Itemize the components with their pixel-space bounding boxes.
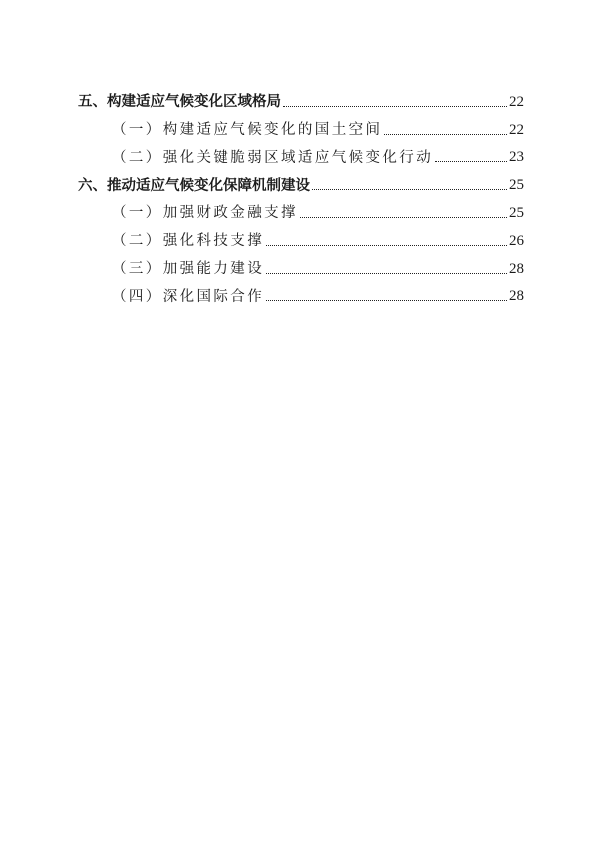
toc-entry-section-6-2[interactable] [78, 223, 524, 251]
toc-entry-label: （四）深化国际合作 [112, 288, 265, 305]
toc-page-number: 28 [509, 260, 524, 277]
toc-page-number: 25 [509, 177, 524, 194]
toc-page-number: 28 [509, 288, 524, 305]
toc-entry-section-5-2[interactable] [78, 140, 524, 168]
toc-dot-leader [266, 273, 507, 274]
toc-page-number: 22 [509, 121, 524, 138]
toc-entry-section-6-3[interactable] [78, 251, 524, 279]
toc-entry-section-5-1[interactable] [78, 112, 524, 140]
toc-dot-leader [266, 300, 507, 301]
toc-dot-leader [266, 245, 507, 246]
toc-dot-leader [312, 189, 507, 190]
toc-page-number: 25 [509, 204, 524, 221]
toc-dot-leader [300, 217, 507, 218]
toc-entry-section-6-1[interactable] [78, 195, 524, 223]
toc-entry-label: 五、构建适应气候变化区域格局 [78, 94, 281, 111]
toc-dot-leader [283, 106, 507, 107]
toc-entry-label: （二）强化科技支撑 [112, 233, 265, 250]
toc-dot-leader [384, 134, 507, 135]
toc-page-number: 26 [509, 232, 524, 249]
table-of-contents [78, 84, 524, 306]
toc-page-number: 23 [509, 149, 524, 166]
toc-entry-label: 六、推动适应气候变化保障机制建设 [78, 177, 310, 194]
toc-dot-leader [435, 161, 507, 162]
toc-page-number: 22 [509, 93, 524, 110]
toc-entry-label: （三）加强能力建设 [112, 261, 265, 278]
toc-entry-section-6-4[interactable] [78, 279, 524, 307]
toc-entry-section-5[interactable] [78, 84, 524, 112]
toc-entry-label: （二）强化关键脆弱区域适应气候变化行动 [112, 149, 434, 166]
toc-entry-label: （一）加强财政金融支撑 [112, 205, 298, 222]
toc-entry-section-6[interactable] [78, 167, 524, 195]
toc-entry-label: （一）构建适应气候变化的国土空间 [112, 122, 383, 139]
